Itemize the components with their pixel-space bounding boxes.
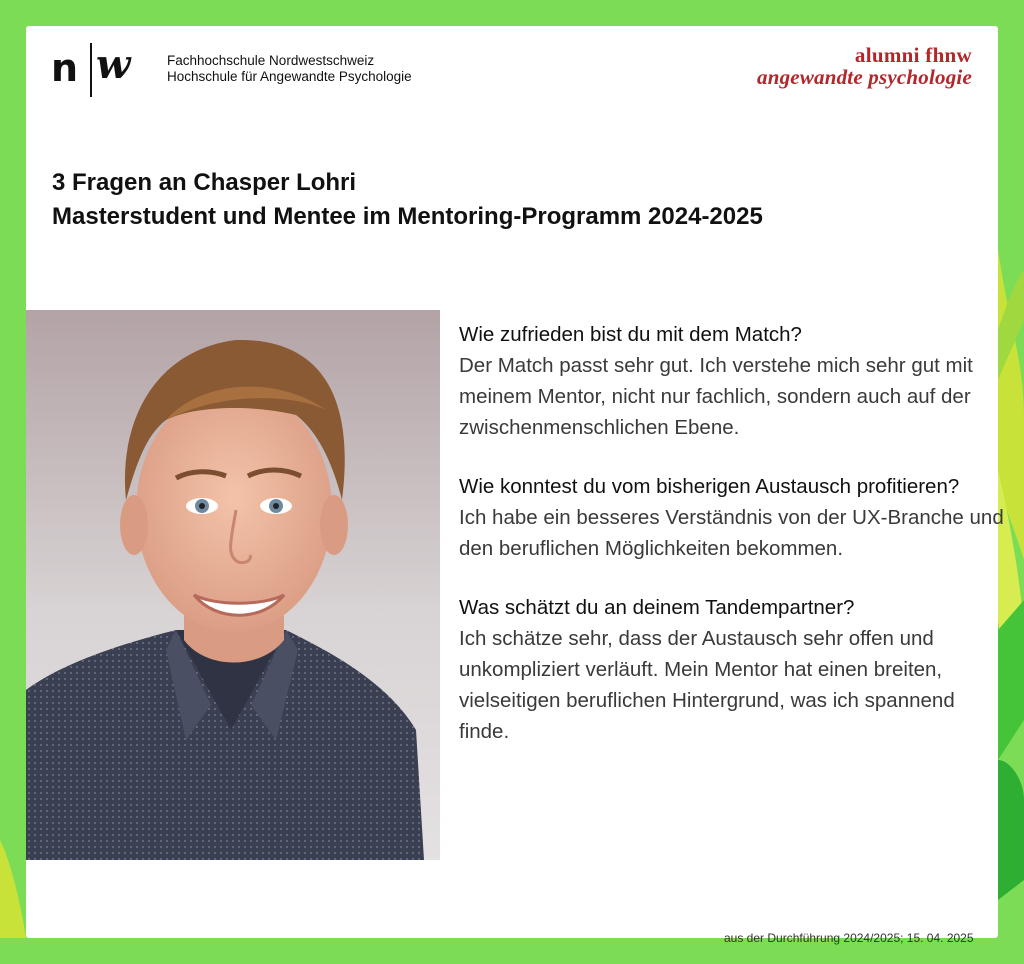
content-card: [26, 26, 1004, 945]
logo-divider: [90, 43, 92, 97]
page-title: [52, 166, 763, 234]
alumni-logo: [757, 44, 972, 88]
footer-note: aus der Durchführung 2024/2025; 15. 04. 2025: [724, 931, 974, 945]
question: Was schätzt du an deinem Tandempartner?: [459, 596, 855, 619]
answer: Ich habe ein besseres Verständnis von der UX-Branche und den beruflichen Möglichkeiten bekommen.: [459, 506, 1004, 560]
question: Wie zufrieden bist du mit dem Match?: [459, 323, 802, 346]
question: Wie konntest du vom bisherigen Austausch profitieren?: [459, 475, 960, 498]
logo-w: w: [96, 41, 131, 88]
institution-line-2: Hochschule für Angewandte Psychologie: [167, 69, 412, 84]
qa-item: [459, 320, 1004, 443]
qa-item: [459, 472, 1004, 564]
qa-item: [459, 593, 1004, 747]
institution-line-1: Fachhochschule Nordwestschweiz: [167, 53, 375, 68]
portrait-photo: [26, 310, 440, 860]
title-line-2: Masterstudent und Mentee im Mentoring-Programm 2024-2025: [52, 203, 763, 230]
qa-section: [459, 320, 1004, 776]
alumni-line-2: angewandte psychologie: [757, 65, 972, 89]
nw-logo-mark: [51, 43, 151, 97]
answer: Ich schätze sehr, dass der Austausch sehr offen und unkompliziert verläuft. Mein Mentor hat einen breiten, vielseitigen beruflichen Hintergrund, was ich spannend finde.: [459, 627, 955, 743]
answer: Der Match passt sehr gut. Ich verstehe mich sehr gut mit meinem Mentor, nicht nur fachlich, sondern auch auf der zwischenmenschlichen Ebene.: [459, 354, 973, 439]
alumni-line-1: alumni fhnw: [854, 43, 972, 67]
institution-name: [167, 53, 412, 85]
logo-n: n: [51, 46, 79, 90]
title-line-1: 3 Fragen an Chasper Lohri: [52, 169, 357, 196]
